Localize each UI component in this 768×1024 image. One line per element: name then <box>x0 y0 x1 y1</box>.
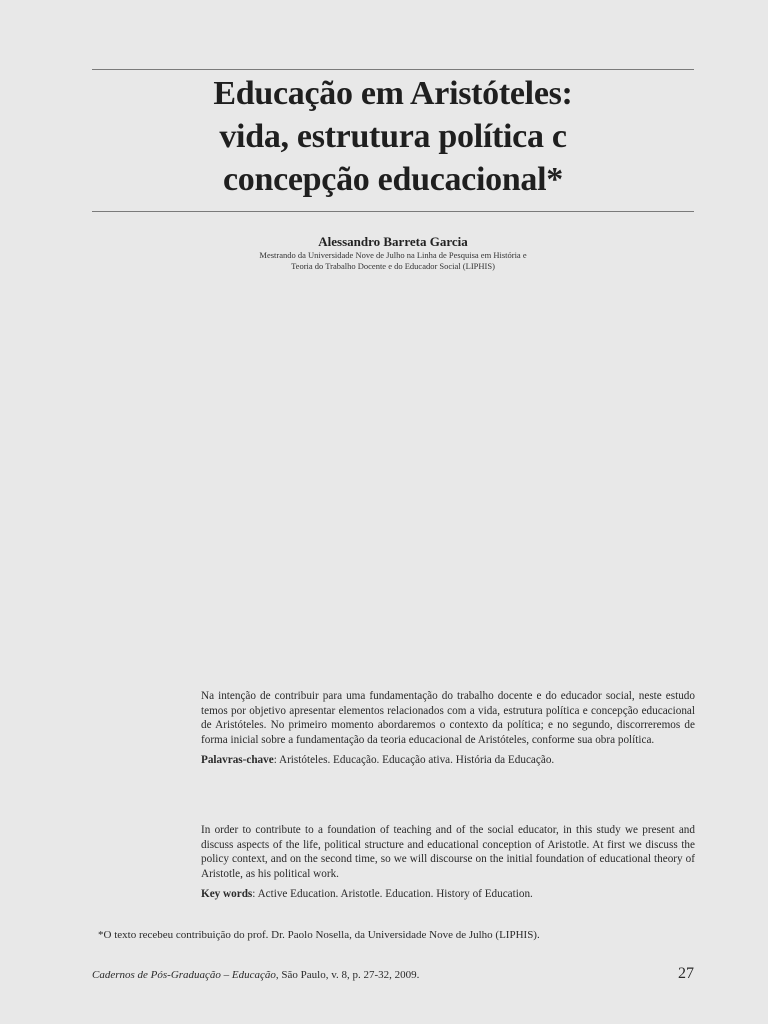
title-line-3: concepção educacional* <box>223 161 563 198</box>
journal-name: Cadernos de Pós-Graduação – Educação <box>92 969 276 981</box>
keywords-pt <box>201 753 695 768</box>
footnote: *O texto recebeu contribuição do prof. Dr. Paolo Nosella, da Universidade Nove de Julho (LIPHIS). <box>98 929 540 941</box>
author-name: Alessandro Barreta Garcia <box>318 234 468 249</box>
abstract-portuguese <box>201 689 695 768</box>
article-title <box>92 72 694 201</box>
author-affiliation-line-1: Mestrando da Universidade Nove de Julho na Linha de Pesquisa em História e <box>259 250 527 260</box>
abstract-en-text: In order to contribute to a foundation of teaching and of the social educator, in this study we present and discuss aspects of the life, political structure and educational conception of Aristotle. At first we discuss the policy context, and on the second time, so we will discourse on the initial foundation of educational theory of Aristotle, as his political work. <box>201 824 695 880</box>
author-block <box>92 234 694 272</box>
keywords-pt-label: Palavras-chave <box>201 754 274 767</box>
page-footer <box>92 965 694 982</box>
title-line-1: Educação em Aristóteles: <box>213 75 573 112</box>
keywords-pt-values: : Aristóteles. Educação. Educação ativa. História da Educação. <box>273 754 555 767</box>
keywords-en-values: : Active Education. Aristotle. Education. History of Education. <box>252 888 533 901</box>
title-line-2: vida, estrutura política c <box>219 118 567 155</box>
title-bottom-rule <box>92 211 694 212</box>
author-affiliation-line-2: Teoria do Trabalho Docente e do Educador Social (LIPHIS) <box>291 261 495 271</box>
page-number: 27 <box>678 965 694 982</box>
keywords-en-label: Key words <box>201 888 253 901</box>
abstract-english <box>201 823 695 902</box>
journal-details: , São Paulo, v. 8, p. 27-32, 2009. <box>275 969 420 981</box>
title-top-rule <box>92 69 694 70</box>
abstract-pt-text: Na intenção de contribuir para uma fundamentação do trabalho docente e do educador social, neste estudo temos por objetivo apresentar elementos relacionados com a vida, estrutura política e concepção educacional de Aristóteles. No primeiro momento abordaremos o contexto da política; e no segundo, discorreremos de forma inicial sobre a fundamentação da teoria educacional de Aristóteles, conforme sua obra política. <box>201 690 695 746</box>
keywords-en <box>201 887 695 902</box>
